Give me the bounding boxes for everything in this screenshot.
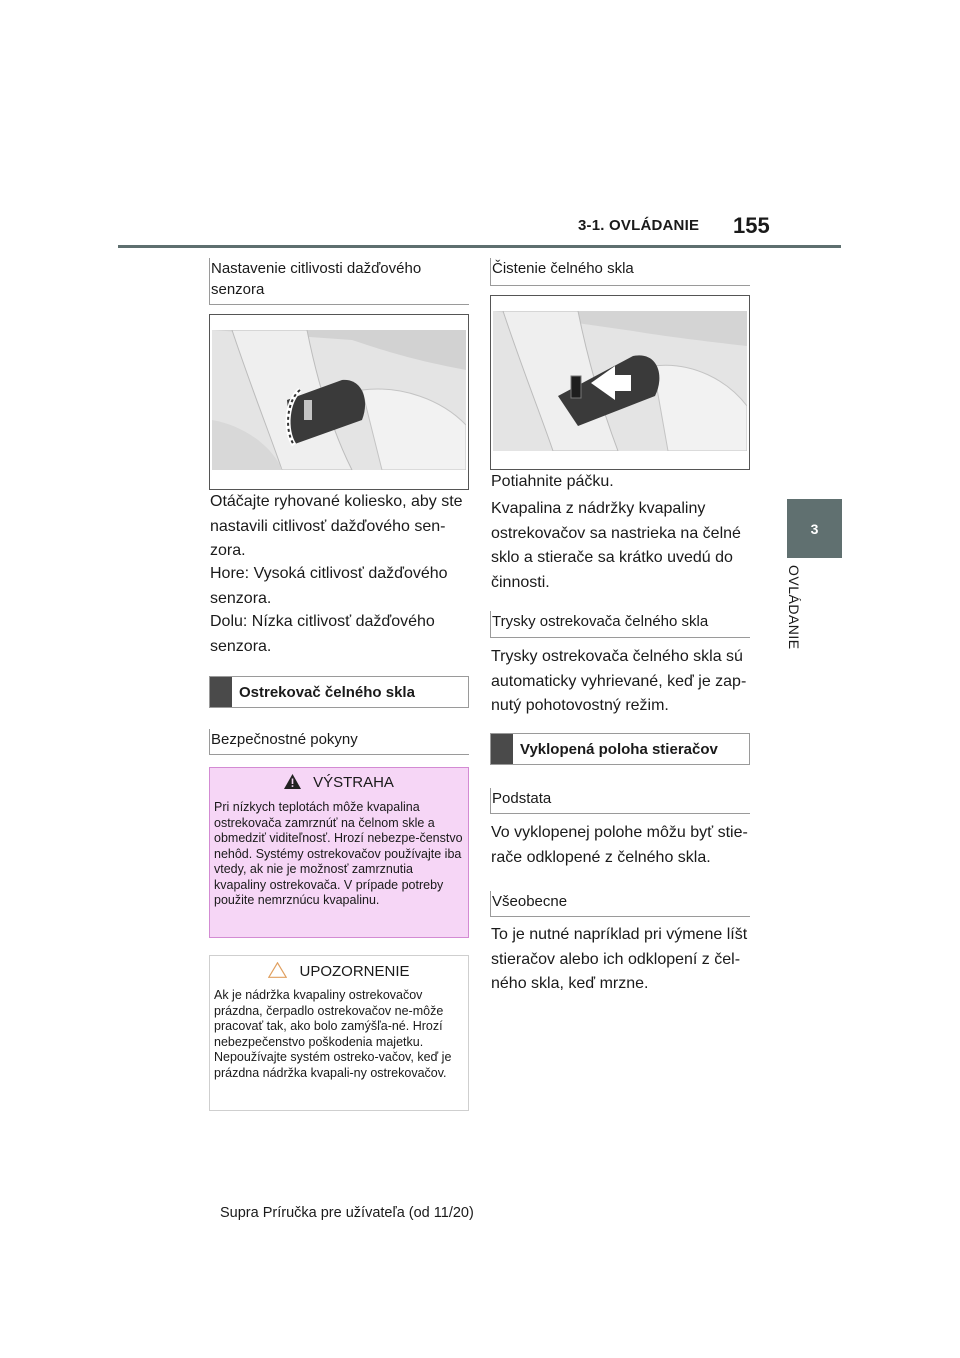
section-heading-text: Trysky ostrekovača čelného skla	[492, 613, 709, 630]
section-heading-text: Čistenie čelného skla	[492, 260, 634, 277]
paragraph-rotate-wheel: Otáčajte ryhované koliesko, aby ste nastavili citlivosť dažďového sen-zora.	[210, 493, 463, 559]
section-heading-text: Bezpečnostné pokyny	[211, 731, 358, 748]
paragraph-low-sensitivity: Dolu: Nízka citlivosť dažďového senzora.	[210, 613, 435, 655]
paragraph-pull-lever: Potiahnite páčku.	[491, 473, 614, 490]
chapter-side-label	[786, 565, 804, 665]
chapter-tab	[787, 499, 842, 558]
paragraph-folded-wipers: Vo vyklopenej polohe môžu byť stie-rače odklopené z čelného skla.	[491, 824, 748, 866]
warning-box	[209, 767, 469, 938]
chapter-side-label-text: OVLÁDANIE	[786, 565, 802, 650]
notice-text: Ak je nádržka kvapaliny ostrekovačov prázdna, čerpadlo ostrekovačov ne-môže pracovať tak, ako bolo zamýšľa-né. Hrozí nebezpečenstvo poškodenia majetku. Nepoužívajte systém ostreko-vačov, keď je prázdna nádržka kvapali-ny ostrekovačov.	[214, 988, 452, 1080]
notice-box	[209, 955, 469, 1111]
notice-header	[210, 962, 468, 980]
section-heading-general	[490, 891, 750, 917]
heading-bar	[210, 677, 232, 707]
footer-manual-title: Supra Príručka pre užívateľa (od 11/20)	[220, 1205, 474, 1221]
heading-bar	[491, 734, 513, 764]
section-heading-folded-position	[490, 733, 750, 765]
figure-rain-sensor-wheel	[209, 314, 469, 490]
section-heading-washer	[209, 676, 469, 708]
stalk-wheel-illustration	[212, 330, 466, 470]
header-rule	[118, 245, 841, 248]
page-number: 155	[733, 213, 770, 238]
section-heading-text: Nastavenie citlivosti dažďového senzora	[211, 260, 422, 298]
caution-icon	[268, 962, 287, 978]
section-heading-nozzles	[490, 611, 750, 638]
section-heading-text: Podstata	[492, 790, 552, 807]
chapter-title: 3-1. OVLÁDANIE	[578, 217, 700, 234]
warning-title: VÝSTRAHA	[313, 774, 394, 791]
paragraph-high-sensitivity: Hore: Vysoká citlivosť dažďového senzora.	[210, 565, 448, 607]
section-heading-text: Vyklopená poloha stieračov	[520, 740, 718, 758]
paragraph-when-needed: To je nutné napríklad pri výmene líšt stieračov alebo ich odklopení z čel-ného skla, keď mrzne.	[491, 926, 748, 992]
section-heading-principle	[490, 788, 750, 814]
section-heading-text: Všeobecne	[492, 893, 568, 910]
notice-title: UPOZORNENIE	[299, 963, 410, 980]
warning-header	[210, 774, 468, 791]
paragraph-washer-spray: Kvapalina z nádržky kvapaliny ostrekovačov sa nastrieka na čelné sklo a stierače sa krátko uvedú do činnosti.	[491, 500, 741, 591]
section-heading-safety	[209, 729, 469, 755]
figure-wiper-stalk-pull	[490, 295, 750, 470]
section-heading-rain-sensor	[209, 258, 469, 305]
warning-text: Pri nízkych teplotách môže kvapalina ostrekovača zamrznúť na čelnom skle a obmedziť viditeľnosť. Hrozí nebezpe-čenstvo nehôd. Systémy ostrekovačov používajte iba vtedy, ak nie je možnosť zamrznutia kvapaliny ostrekovača. V prípade potreby použite nemrznúcu kvapalinu.	[214, 800, 463, 907]
paragraph-nozzles-heated: Trysky ostrekovača čelného skla sú automaticky vyhrievané, keď je zap-nutý pohotovostný režim.	[491, 648, 747, 714]
chapter-tab-number: 3	[810, 520, 819, 537]
section-heading-text: Ostrekovač čelného skla	[239, 683, 415, 701]
warning-icon	[284, 774, 301, 789]
section-heading-cleaning	[490, 258, 750, 286]
stalk-pull-illustration	[493, 311, 747, 451]
